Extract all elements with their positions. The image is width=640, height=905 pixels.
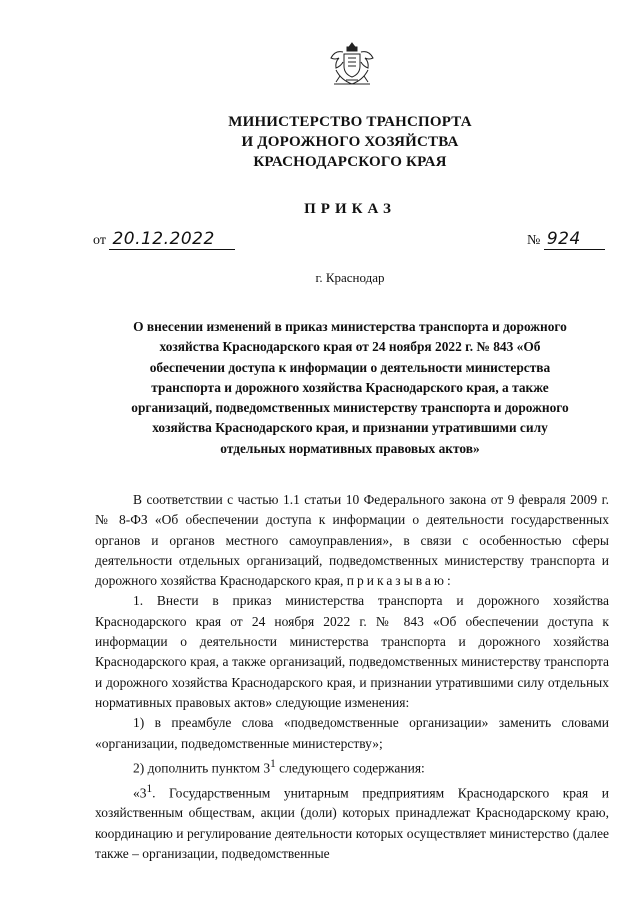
body-paragraph-4 [95, 779, 609, 865]
p4-text-b: . Государственным унитарным предприятиям Краснодарского края и хозяйственным обществам, акции (доли) которых принадлежат Краснодарскому краю, координацию и регулирование деятельности которых осуществляет министерство (далее также – организации, подведомственные [95, 785, 609, 862]
handwritten-date: 20.12.2022 [109, 229, 235, 250]
body-paragraph-2: 1) в преамбуле слова «подведомственные организации» заменить словами «организации, подведомственные министерству»; [95, 715, 609, 751]
handwritten-number: 924 [544, 229, 605, 250]
ministry-name [150, 112, 550, 172]
preamble-text: В соответствии с частью 1.1 статьи 10 Федерального закона от 9 февраля 2009 г. № 8-ФЗ «Об обеспечении доступа к информации о деятельности государственных органов и органов местного самоуправления», в связи с особенностью сферы деятельности отдельных организаций, подведомственных министерству транспорта и дорожного хозяйства Краснодарского края, [95, 492, 609, 589]
ministry-line-3: КРАСНОДАРСКОГО КРАЯ [253, 154, 447, 170]
p4-text-a: «3 [133, 785, 147, 801]
order-date-row [93, 229, 235, 250]
body-paragraph-3 [95, 754, 609, 779]
p4-superscript: 1 [146, 782, 153, 795]
order-word: приказываю: [346, 573, 454, 589]
order-body [95, 490, 609, 864]
order-subject: О внесении изменений в приказ министерства транспорта и дорожного хозяйства Краснодарского края от 24 ноября 2022 г. № 843 «Об обеспечении доступа к информации о деятельности министерства транспорта и дорожного хозяйства Краснодарского края, а также организаций, подведомственных министерству транспорта и дорожного хозяйства Краснодарского края, и признании утратившими силу отдельных нормативных правовых актов» [131, 319, 569, 456]
date-label: от [93, 233, 106, 248]
coat-of-arms-emblem [326, 40, 378, 90]
body-paragraph-1: 1. Внести в приказ министерства транспорта и дорожного хозяйства Краснодарского края от 24 ноября 2022 г. № 843 «Об обеспечении доступа к информации о деятельности министерства транспорта и дорожного хозяйства Краснодарского края, а также организаций, подведомственных министерству транспорта и дорожного хозяйства Краснодарского края, и признании утратившими силу отдельных нормативных правовых актов» следующие изменения: [95, 593, 609, 710]
p3-superscript: 1 [270, 757, 276, 770]
body-paragraph-preamble [95, 490, 609, 591]
city-line: г. Краснодар [315, 270, 385, 285]
ministry-line-1: МИНИСТЕРСТВО ТРАНСПОРТА [228, 114, 472, 130]
order-number-row [527, 229, 605, 250]
ministry-line-2: И ДОРОЖНОГО ХОЗЯЙСТВА [241, 134, 459, 150]
number-label: № [527, 233, 541, 248]
p3-text-a: 2) дополнить пунктом 3 [133, 760, 271, 776]
document-type-title: ПРИКАЗ [304, 201, 396, 217]
p3-text-b: следующего содержания: [275, 760, 425, 776]
